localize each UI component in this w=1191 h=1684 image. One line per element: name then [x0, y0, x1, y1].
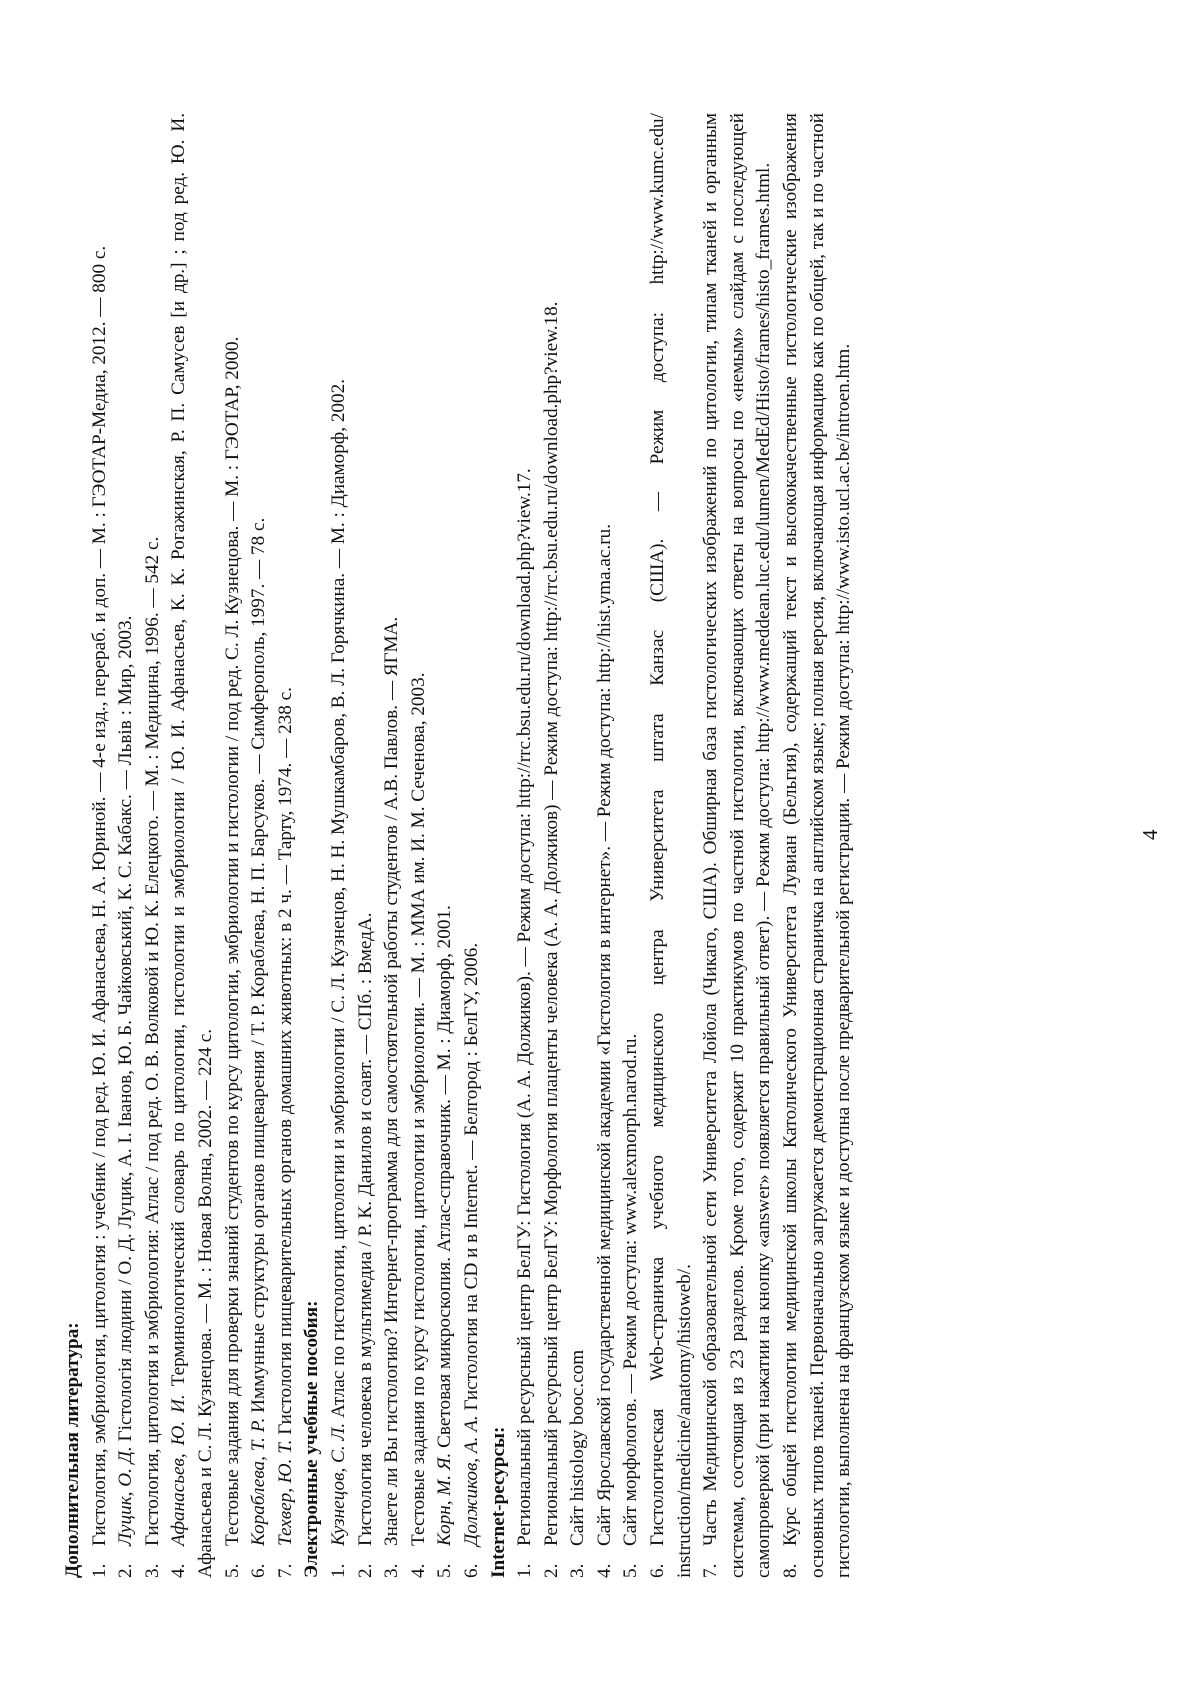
item-number: 1.	[88, 1563, 110, 1578]
list-item	[87, 113, 114, 1578]
item-number: 6.	[460, 1563, 482, 1578]
item-number: 2.	[354, 1563, 376, 1578]
item-number: 4.	[168, 1563, 190, 1578]
list-item	[326, 113, 353, 1578]
item-text: Региональный ресурсный центр БелГУ: Гистология (А. А. Должиков). — Режим доступа: http://rrc.bsu.edu.ru/download.php?view.17.	[514, 468, 536, 1546]
item-text: Курс общей гистологии медицинской школы Католического Университета Лувиан (Бельгия), содержащий текст и высококачественные гистологические изображения основных типов тканей. Первоначально загружается демонстрационная страничка на английском языке; полная версия, включающая информацию как по общей, так и по частной гистологии, выполнена на французском языке и доступна после предварительной регистрации. — Режим доступа: http://www.isto.ucl.ac.be/introen.htm.	[780, 113, 855, 1578]
item-text: Гистология пищеварительных органов домашних животных: в 2 ч. — Тарту, 1974. — 238 с.	[274, 687, 296, 1440]
item-author: Луцик, О. Д.	[115, 1446, 137, 1546]
list-item	[565, 113, 592, 1578]
item-text: Терминологический словарь по цитологии, гистологии и эмбриологии / Ю. И. Афанасьев, К. К. Рогажинская, Р. П. Самусев [и др.] ; под ред. Ю. И. Афанасьева и С. Л. Кузнецова. — М. : Новая Волна, 2002. — 224 с.	[168, 113, 216, 1578]
item-number: 2.	[115, 1563, 137, 1578]
list-item	[459, 113, 486, 1578]
item-number: 2.	[540, 1563, 562, 1578]
section-heading-electronic-manuals: Электронные учебные пособия:	[301, 1300, 323, 1578]
item-text: Тестовые задания по курсу гистологии, цитологии и эмбриологии. — М. : ММА им. И. М. Сеченова, 2003.	[407, 672, 429, 1546]
list-item	[432, 113, 459, 1578]
item-number: 3.	[141, 1563, 163, 1578]
item-author: Корн, М. Я.	[434, 1452, 456, 1546]
item-number: 4.	[593, 1563, 615, 1578]
list-item	[246, 113, 273, 1578]
item-number: 1.	[327, 1563, 349, 1578]
item-text: Гістологія людини / О. Д. Луцик, А. І. Іванов, Ю. Б. Чайковський, К. С. Кабакс. — Львів : Мир, 2003.	[115, 615, 137, 1447]
list-item	[140, 113, 167, 1578]
item-number: 1.	[514, 1563, 536, 1578]
item-text: Часть Медицинской образовательной сети Университета Лойола (Чикаго, США). Обширная база гистологических изображений по цитологии, типам тканей и органным системам, состоящая из 23 разделов. Кроме того, содержит 10 практикумов по частной гистологии, включающих ответы на вопросы по «немым» слайдам с последующей самопроверкой (при нажатии на кнопку «answer» появляется правильный ответ). — Режим доступа: http://www.meddean.luc.edu/lumen/MedEd/Histo/frames/histo_frames.html.	[700, 113, 775, 1578]
list-item	[698, 113, 778, 1578]
item-number: 8.	[780, 1563, 802, 1578]
rotated-page-content	[60, 113, 1060, 1578]
item-number: 4.	[407, 1563, 429, 1578]
item-text: Тестовые задания для проверки знаний студентов по курсу цитологии, эмбриологии и гистологии / под ред. С. Л. Кузнецова. — М. : ГЭОТАР, 2000.	[221, 336, 243, 1546]
section-heading-additional-literature: Дополнительная литература:	[62, 1322, 83, 1578]
item-text: Гистология, эмбриология, цитология : учебник / под ред. Ю. И. Афанасьева, Н. А. Юриной. — 4-е изд., перераб. и доп. — М. : ГЭОТАР-Медиа, 2012. — 800 с.	[88, 245, 110, 1546]
item-author: Афанасьев, Ю. И.	[168, 1394, 190, 1546]
item-text: Световая микроскопия. Атлас-справочник. — М. : Диаморф, 2001.	[434, 905, 456, 1453]
item-author: Техвер, Ю. Т.	[274, 1439, 296, 1546]
list-item	[618, 113, 645, 1578]
item-number: 7.	[274, 1563, 296, 1578]
item-number: 3.	[381, 1563, 403, 1578]
item-number: 5.	[434, 1563, 456, 1578]
item-author: Кораблева, Т. Р.	[248, 1417, 270, 1546]
item-author: Кузнецов, С. Л.	[327, 1422, 349, 1546]
list-item	[592, 113, 619, 1578]
list-item	[273, 113, 300, 1578]
list-item	[379, 113, 406, 1578]
item-number: 6.	[248, 1563, 270, 1578]
list-item	[353, 113, 380, 1578]
item-text: Региональный ресурсный центр БелГУ: Морфология плаценты человека (А. А. Должиков) — Режим доступа: http://rrc.bsu.edu.ru/download.php?view.18.	[540, 301, 562, 1546]
item-text: Гистологическая Web-страничка учебного медицинского центра Университета штата Канзас (США). — Режим доступа: http://www.kumc.edu/ instruction/medicine/anatomy/histoweb/.	[647, 113, 695, 1578]
section-heading-internet-resources: Internet-ресурсы:	[487, 1426, 509, 1578]
item-text: Гистология человека в мультимедиа / Р. К. Данилов и соавт. — СПб. : ВмедА.	[354, 912, 376, 1546]
item-text: Гистология на CD и в Internet. — Белгород : БелГУ, 2006.	[460, 942, 482, 1416]
item-text: Сайт histology booc.com	[567, 1349, 589, 1546]
item-number: 7.	[700, 1563, 722, 1578]
list-item	[778, 113, 858, 1578]
list-item	[113, 113, 140, 1578]
item-text: Атлас по гистологии, цитологии и эмбриологии / С. Л. Кузнецов, Н. Н. Мушкамбаров, В. Л. Горячкина. — М. : Диаморф, 2002.	[327, 378, 349, 1423]
item-number: 3.	[567, 1563, 589, 1578]
item-text: Сайт морфологов. — Режим доступа: www.alexmorph.narod.ru.	[620, 1033, 642, 1546]
list-item	[406, 113, 433, 1578]
item-author: Должиков, А. А.	[460, 1415, 482, 1546]
item-text: Сайт Ярославской государственной медицинской академии «Гистология в интернет». — Режим доступа: http://hist.yma.ac.ru.	[593, 524, 615, 1546]
list-item	[220, 113, 247, 1578]
list-item	[539, 113, 566, 1578]
item-text: Иммунные структуры органов пищеварения / Т. Р. Кораблева, Н. П. Барсуков. — Симферополь, 1997. — 78 с.	[248, 517, 270, 1418]
page-number: 4	[1138, 829, 1162, 840]
item-text: Знаете ли Вы гистологию? Интернет-программа для самостоятельной работы студентов / А.В. Павлов. — ЯГМА.	[381, 616, 403, 1546]
item-text: Гистология, цитология и эмбриология: Атлас / под ред. О. В. Волковой и Ю. К. Елецкого. — М. : Медицина, 1996. — 542 с.	[141, 536, 163, 1546]
item-number: 6.	[647, 1563, 669, 1578]
list-item	[645, 113, 698, 1578]
item-number: 5.	[620, 1563, 642, 1578]
list-item	[166, 113, 219, 1578]
list-item	[512, 113, 539, 1578]
item-number: 5.	[221, 1563, 243, 1578]
